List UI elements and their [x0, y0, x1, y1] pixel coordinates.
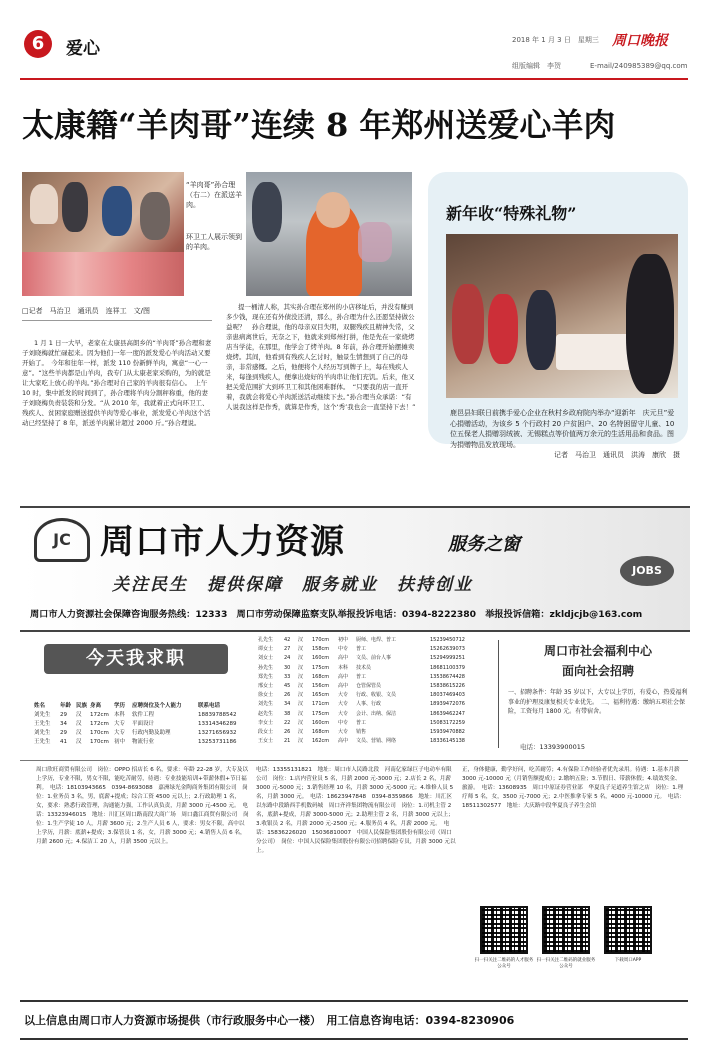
qiuzhi-cell: 刘女士 — [258, 655, 274, 662]
photo-gift-donation — [446, 234, 678, 398]
qiuzhi-cell: 15939470882 — [430, 729, 465, 736]
qiuzhi-cell: 行政、收银、文员 — [356, 692, 397, 699]
qiuzhi-cell: 孔先生 — [258, 637, 274, 643]
qr-code-zhoukou-app[interactable] — [604, 906, 652, 954]
qiuzhi-row — [258, 700, 494, 709]
qiuzhi-cell: 汉 — [298, 683, 304, 690]
qiuzhi-cell: 汉 — [298, 655, 304, 662]
qiuzhi-cell: 汉 — [76, 721, 82, 727]
qiuzhi-header-cell: 民族 — [76, 703, 88, 709]
qiuzhi-cell: 13538674428 — [430, 673, 465, 680]
qiuzhi-cell: 汉 — [298, 729, 304, 736]
qiuzhi-cell: 汉 — [298, 637, 304, 643]
qiuzhi-cell: 15294999251 — [430, 655, 465, 662]
qiuzhi-cell: 18639462247 — [430, 710, 465, 717]
qiuzhi-row — [258, 691, 494, 700]
qiuzhi-cell: 赵先生 — [258, 710, 274, 717]
qiuzhi-header-cell: 联系电话 — [198, 703, 221, 709]
qiuzhi-cell: 大专 — [338, 710, 349, 717]
qiuzhi-cell: 普工 — [356, 719, 367, 726]
qiuzhi-cell: 刘先生 — [34, 712, 51, 718]
qiuzhi-cell: 18839788542 — [198, 712, 237, 718]
qiuzhi-cell: 158cm — [312, 646, 330, 653]
qiuzhi-cell: 13253731186 — [198, 739, 237, 745]
qiuzhi-cell: 高中 — [338, 655, 349, 662]
qiuzhi-header-cell: 姓名 — [34, 703, 46, 709]
qiuzhi-cell: 18939472076 — [430, 701, 465, 708]
jobs-column-1: 周口欣旺商贸有限公司 岗位：OPPO 招店长 6 名，要求：年龄 22-28 岁，大专及以上学历，专业不限，男女不限，能吃苦耐劳，待遇：专业技能培训+带薪休假+节日福利。 电话：18103943665 0394-8693088 嘉洲绿光金陶商务集团有限公司 岗位：1.业务员 3 名，男，底薪+提成；综合工资 4500 元以上；2.行政助理 1 名，女，要求：熟悉行政管理，沟通能力强，工作认真负责，月薪 3000 元-4500 元。 电话：13323946015 地址：川汇区周口路南段大商广场 周口鑫江商贸有限公司 岗位：1.生产学徒 10 人，月薪 3600 元；2.生产人员 6 人，要求：男女不限，高中以上学历，月薪：底薪+提成；3.保管员 1 名，女，月薪 3000 元；4.销售人员 6 名，月薪 2600 元；4.保洁工 20 人，月薪 3500 元以上。 — [36, 767, 249, 845]
qiuzhi-cell: 156cm — [312, 683, 330, 690]
qiuzhi-row — [34, 720, 244, 729]
qiuzhi-cell: 大专 — [338, 701, 349, 708]
qiuzhi-cell: 厨师、电焊、普工 — [356, 637, 397, 643]
qiuzhi-cell: 汉 — [76, 739, 82, 745]
qiuzhi-row — [258, 719, 494, 728]
qiuzhi-cell: 170cm — [90, 730, 109, 736]
qiuzhi-header-cell: 应聘岗位及个人能力 — [132, 703, 182, 709]
welfare-phone: 电话：13393900015 — [520, 743, 585, 751]
qiuzhi-cell: 165cm — [312, 692, 330, 699]
qiuzhi-cell: 15838615226 — [430, 683, 465, 690]
qiuzhi-cell: 15083172259 — [430, 719, 465, 726]
qiuzhi-cell: 42 — [284, 637, 291, 643]
welfare-title-2: 面向社会招聘 — [561, 664, 634, 678]
qiuzhi-cell: 王女士 — [258, 738, 274, 745]
paper-logo: 周口晚报 — [612, 33, 668, 49]
qiuzhi-cell: 160cm — [312, 655, 330, 662]
welfare-title-1: 周口市社会福利中心 — [543, 644, 652, 658]
qiuzhi-cell: 18336145138 — [430, 738, 465, 745]
welfare-divider — [498, 640, 499, 748]
qiuzhi-cell: 平面设计 — [132, 721, 155, 727]
qiuzhi-cell: 172cm — [90, 712, 109, 718]
sidebar-text: 鹿邑县妇联日前携手爱心企业在秋村乡政府院内举办“迎新年 庆元旦”爱心捐赠活动，为该乡 5 个行政村 20 户贫困户、20 名特困留守儿童、10 位五保老人捐赠羽绒被、无锡糕点等价值两万余元的生活用品和食品。图为捐赠物品发放现场。 — [450, 409, 675, 449]
qiuzhi-cell: 本科 — [338, 664, 349, 671]
qiuzhi-cell: 刘先生 — [34, 730, 51, 736]
qiuzhi-cell: 大专 — [114, 721, 126, 727]
qiuzhi-cell: 13271656932 — [198, 730, 237, 736]
qiuzhi-table-right — [258, 636, 494, 746]
qiuzhi-banner: 今天我求职 — [44, 644, 228, 674]
qiuzhi-cell: 22 — [284, 719, 291, 726]
qiuzhi-cell: 171cm — [312, 701, 330, 708]
qiuzhi-header-row — [34, 702, 244, 711]
qiuzhi-row — [258, 645, 494, 654]
qiuzhi-cell: 中专 — [338, 646, 349, 653]
article-column-2: 提一桶清人称，其实孙合理在郑州的小店移址后，并没有赚到多少钱，现在还有外债没还清，那么，孙合理为什么还愿坚持做公益呢？ 孙合理说，他的母亲双目失明，双腿残疾且精神失常，父亲患病离世后，无奈之下，他就来到郑州打拼，他是先在一家烧烤店当学徒，在那里，他学会了烤羊肉。8 年前，孙合理开始摆摊卖烧烤。其间，他看到有残疾人乞讨时，触景生情想到了自己的母亲，非常感慨。之后，他便将个人经历写到牌子上，每在残疾人来，每逢到残疾人，便拿出烧好的羊肉串让他们充饥。后来，他又把关爱范围扩大到环卫工和其他困难群体。 “只要我的店一直开着，我就会将爱心羊肉派送活动继续下去。”孙合理当众承诺：“有人说我这样是作秀，就算是作秀，这个‘秀’我也会一直坚持下去！” — [226, 303, 416, 411]
qiuzhi-cell: 汉 — [298, 719, 304, 726]
ad-logo: JC — [34, 518, 90, 562]
issue-date: 2018 年 1 月 3 日 星期三 — [512, 36, 599, 44]
qiuzhi-cell: 初中 — [114, 739, 126, 745]
jobs-column-3: 正，身体健康，勤学好问，吃苦耐劳；4.有保险工作经验者优先录用。待遇：1.基本月薪 3000 元-10000 元（月销售额提成）；2.缴纳五险；3.节假日、带薪休假；4.绩效奖金、旅游。 电话：13608935 周口中原证券营业部 华夏良子足道养生馆之店 岗位：1.理疗师 5 名，女，3500 元-7000 元；2.中医推拿专家 5 名，4000 元-10000 元。 电话：18511302577 地址：大庆路中段华夏良子养生会馆 — [462, 767, 685, 809]
page-number-badge: 6 — [24, 30, 52, 58]
qiuzhi-cell: 汉 — [76, 712, 82, 718]
qiuzhi-cell: 15262639073 — [430, 646, 465, 653]
qiuzhi-cell: 高中 — [338, 673, 349, 680]
sidebar-title: 新年收“特殊礼物” — [446, 204, 577, 223]
qiuzhi-cell: 销售 — [356, 729, 367, 736]
headline: 太康籍“羊肉哥”连续 8 年郑州送爱心羊肉 — [22, 106, 616, 144]
qiuzhi-cell: 刘先生 — [258, 701, 274, 708]
qiuzhi-cell: 汉 — [298, 710, 304, 717]
qiuzhi-cell: 24 — [284, 655, 291, 662]
qiuzhi-row — [258, 682, 494, 691]
qiuzhi-cell: 大专 — [338, 729, 349, 736]
qiuzhi-cell: 大专 — [338, 692, 349, 699]
qiuzhi-cell: 168cm — [312, 673, 330, 680]
qiuzhi-cell: 本科 — [114, 712, 126, 718]
qiuzhi-cell: 38 — [284, 710, 291, 717]
qiuzhi-cell: 谭女士 — [258, 646, 274, 653]
qiuzhi-cell: 29 — [60, 730, 67, 736]
qiuzhi-header-cell: 学历 — [114, 703, 126, 709]
qiuzhi-cell: 21 — [284, 738, 291, 745]
qiuzhi-cell: 大专 — [114, 730, 126, 736]
qiuzhi-cell: 徐女士 — [258, 692, 274, 699]
qiuzhi-cell: 29 — [60, 712, 67, 718]
sidebar-credit: 记者 马治卫 通讯员 洪涛 康欣 摄 — [554, 451, 680, 459]
qiuzhi-row — [258, 673, 494, 682]
qiuzhi-cell: 34 — [60, 721, 67, 727]
jobs-badge: JOBS — [620, 556, 674, 586]
qr-label-1: 扫一扫关注二维码的人才服务公众号 — [474, 958, 534, 969]
qiuzhi-cell: 168cm — [312, 729, 330, 736]
caption-mutton-brother: “羊肉哥”孙合理（右二）在派送羊肉。 — [186, 181, 242, 209]
jobs-divider — [20, 760, 688, 761]
qiuzhi-cell: 行政内勤及助理 — [132, 730, 171, 736]
qiuzhi-cell: 郑先生 — [258, 673, 274, 680]
qiuzhi-cell: 汉 — [298, 664, 304, 671]
qr-code-employment-service[interactable] — [542, 906, 590, 954]
qiuzhi-cell: 李女士 — [258, 719, 274, 726]
qiuzhi-cell: 软件工程 — [132, 712, 155, 718]
qiuzhi-cell: 18037469403 — [430, 692, 465, 699]
qiuzhi-row — [258, 664, 494, 673]
qiuzhi-cell: 27 — [284, 646, 291, 653]
qiuzhi-cell: 170cm — [312, 637, 330, 643]
qr-label-2: 扫一扫关注二维码的就业服务公众号 — [536, 958, 596, 969]
qiuzhi-cell: 中专 — [338, 719, 349, 726]
qiuzhi-row — [258, 737, 494, 746]
qiuzhi-cell: 会计、出纳、保洁 — [356, 710, 397, 717]
qiuzhi-cell: 15239450712 — [430, 637, 465, 643]
article-column-1: 1 月 1 日一大早，老家在太康县高朗乡的“羊肉哥”孙合理和妻子刘晓梅就忙碌起来。因为他们一年一度的派发爱心羊肉活动又要开始了。 今年和往年一样，派发 110 份新鲜羊肉，寓意“一心一意”。“这些羊肉都是山羊肉，我专门从太康老家采购的，为的就是让大家吃上放心的羊肉。”孙合理对自己家的羊肉很有信心。 上午 10 时，集中派发的时间到了，孙合理将羊肉分割秤称重，他的妻子刘晓梅负责装袋和分发。“从 2010 年，我就着正式向环卫工、残疾人、贫困家庭赠送提供羊肉等爱心事业，派发爱心羊肉这个活动已经坚持了 8 年，派送羊肉累计超过 2000 斤。”孙合理说。 — [22, 339, 212, 427]
qiuzhi-cell: 18681100379 — [430, 664, 465, 671]
qiuzhi-row — [34, 729, 244, 738]
qiuzhi-cell: 高中 — [338, 738, 349, 745]
qr-code-talent-service[interactable] — [480, 906, 528, 954]
qiuzhi-cell: 162cm — [312, 738, 330, 745]
qiuzhi-row — [34, 738, 244, 747]
qiuzhi-row — [258, 654, 494, 663]
qiuzhi-cell: 王先生 — [34, 721, 51, 727]
qiuzhi-cell: 初中 — [338, 637, 349, 643]
qiuzhi-cell: 160cm — [312, 719, 330, 726]
qiuzhi-cell: 高中 — [338, 683, 349, 690]
qr-label-3: 下载周口APP — [614, 958, 642, 963]
qiuzhi-cell: 孙先生 — [258, 664, 274, 671]
qiuzhi-cell: 文员、营销、网络 — [356, 738, 397, 745]
qiuzhi-cell: 172cm — [90, 721, 109, 727]
article-byline: □记者 马治卫 通讯员 连祥工 文/图 — [22, 307, 150, 315]
qiuzhi-cell: 文员、前台人事 — [356, 655, 392, 662]
header-rule — [20, 78, 688, 80]
qiuzhi-cell: 30 — [284, 664, 291, 671]
qiuzhi-header-cell: 年龄 — [60, 703, 72, 709]
welfare-body: 一、招聘条件：年龄 35 岁以下，大专以上学历，有爱心，热爱福利事业的护理及康复相关专业优先。 二、福利待遇：缴纳五项社会保险，工资每月 1800 元。有带宿舍。 — [508, 689, 688, 715]
qiuzhi-cell: 33 — [284, 673, 291, 680]
qiuzhi-cell: 45 — [284, 683, 291, 690]
qiuzhi-cell: 26 — [284, 729, 291, 736]
qiuzhi-cell: 普工 — [356, 673, 367, 680]
qiuzhi-cell: 13314346289 — [198, 721, 237, 727]
qiuzhi-row — [258, 728, 494, 737]
qiuzhi-cell: 物流行业 — [132, 739, 155, 745]
qiuzhi-table-left — [34, 702, 244, 747]
qiuzhi-cell: 34 — [284, 701, 291, 708]
ad-hotline: 周口市人力资源社会保障咨询服务热线：12333 周口市劳动保障监察支队举报投诉电话：0394-8222380 举报投诉信箱：zkldjcjb@163.com — [30, 609, 643, 620]
qiuzhi-cell: 仓管保管员 — [356, 683, 382, 690]
qiuzhi-row — [34, 711, 244, 720]
qiuzhi-header-cell: 身高 — [90, 703, 102, 709]
editor-email: E-mail/240985389@qq.com — [590, 62, 688, 70]
qiuzhi-row — [258, 710, 494, 719]
qiuzhi-cell: 汉 — [298, 646, 304, 653]
qiuzhi-cell: 170cm — [90, 739, 109, 745]
ad-subtitle: 服务之窗 — [448, 534, 520, 555]
qiuzhi-cell: 汉 — [76, 730, 82, 736]
jobs-column-2: 电话：13355131821 地址：周口市人民路北段 河南亿家绿巨子电动车有限公司 岗位：1.店内营业员 5 名，月薪 2000 元-3000 元；2.店长 2 名，月薪 3000 元-5000 元；3.销售经理 10 名，月薪 3000 元-5000 元；4.维修人员 5 名，月薪 3000 元。 电话：18623947848 0394-8359866 地址：川汇区以东路中段路西手机数码城 周口齐祥集团物流有限公司 岗位：1.司机主管 2 名，底薪+提成，月薪 3000-5000 元；2.助理主管 2 名，月薪 3000 元以上；3.收银员 2 名，月薪 2000 元-2500 元；4.服务员 4 名，月薪 2000 元。 电话：15836226020 15036810007 中国人民保险集团股份有限公司（周口分公司） 岗位：中国人民保险集团股份有限公司招聘保险专员，月薪 3000 元以上。 — [256, 767, 456, 854]
qiuzhi-cell: 汉 — [298, 738, 304, 745]
qiuzhi-cell: 技术员 — [356, 664, 372, 671]
qiuzhi-cell: 41 — [60, 739, 67, 745]
article-divider — [22, 320, 212, 321]
qiuzhi-cell: 26 — [284, 692, 291, 699]
footer-text: 以上信息由周口市人力资源市场提供（市行政服务中心一楼） 用工信息咨询电话：0394-8230906 — [24, 1014, 515, 1027]
qiuzhi-cell: 普工 — [356, 646, 367, 653]
qiuzhi-cell: 王先生 — [34, 739, 51, 745]
ad-slogan: 关注民生 提供保障 服务就业 扶持创业 — [112, 575, 473, 595]
ad-title: 周口市人力资源 — [100, 522, 345, 562]
editor-credit: 组版编辑 李贺 — [512, 62, 561, 70]
caption-sanitation-workers: 环卫工人展示领到的羊肉。 — [186, 233, 242, 251]
section-name: 爱心 — [66, 39, 100, 59]
photo-mutton-distribution — [22, 172, 184, 296]
qiuzhi-cell: 汉 — [298, 673, 304, 680]
qiuzhi-cell: 汉 — [298, 692, 304, 699]
qiuzhi-cell: 汉 — [298, 701, 304, 708]
qiuzhi-cell: 邢女士 — [258, 683, 274, 690]
qiuzhi-row — [258, 636, 494, 645]
qiuzhi-cell: 人事、行政 — [356, 701, 382, 708]
photo-sanitation-worker — [246, 172, 412, 296]
qiuzhi-cell: 段女士 — [258, 729, 274, 736]
qiuzhi-cell: 175cm — [312, 710, 330, 717]
qiuzhi-cell: 175cm — [312, 664, 330, 671]
